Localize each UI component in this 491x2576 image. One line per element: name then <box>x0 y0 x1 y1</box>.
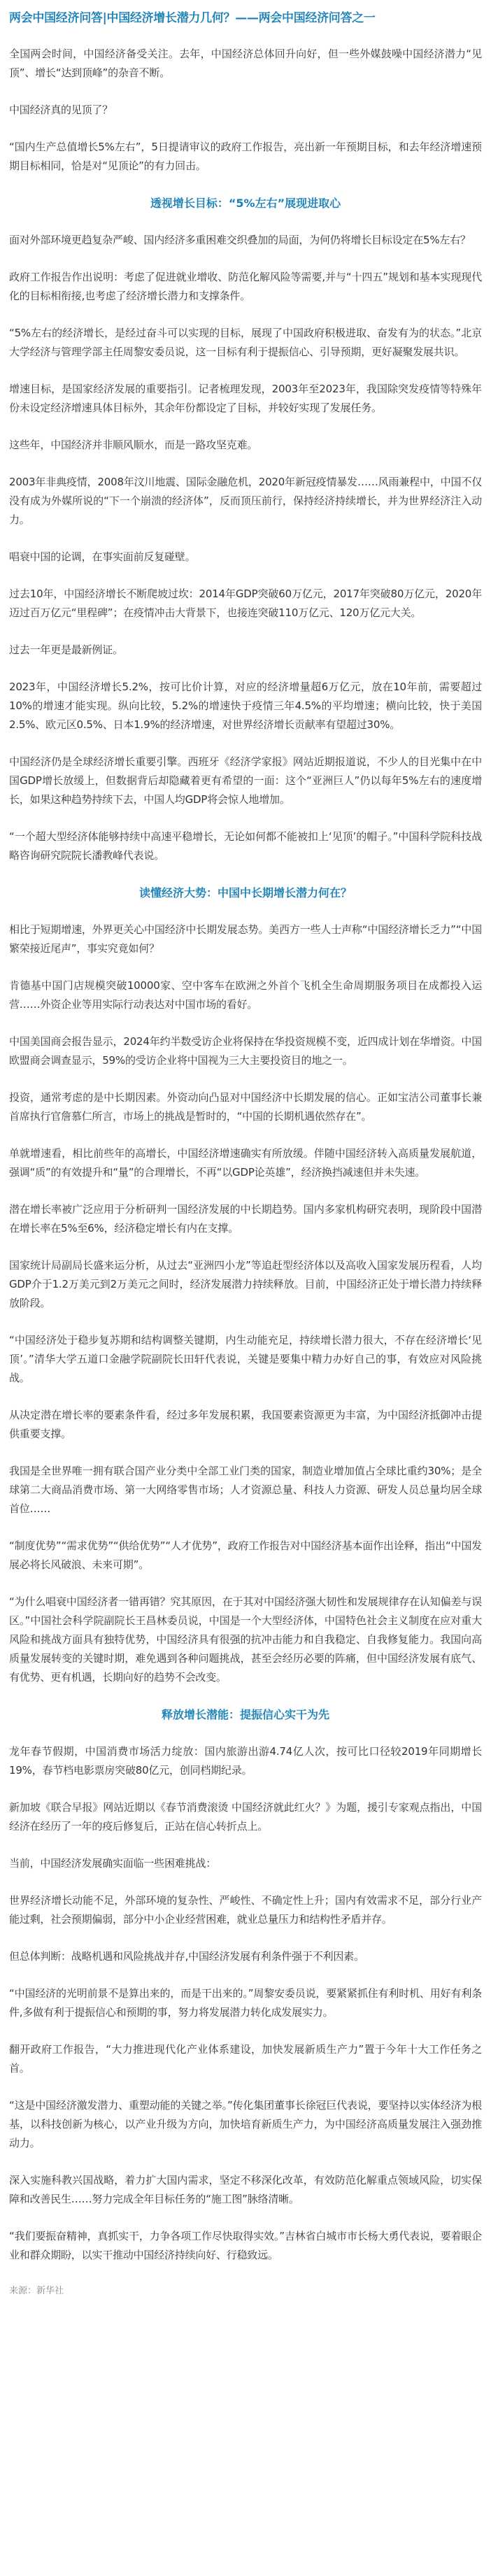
paragraph: “国内生产总值增长5%左右”，5日提请审议的政府工作报告，亮出新一年预期目标，和去年经济增速预期目标相同，恰是对“见顶论”的有力回击。 <box>9 141 482 172</box>
paragraph: 投资，通常考虑的是中长期因素。外资动向凸显对中国经济中长期发展的信心。正如宝洁公司董事长兼首席执行官詹慕仁所言，市场上的挑战是暂时的，“中国的长期机遇依然存在”。 <box>9 1091 482 1123</box>
paragraph: 中国美国商会报告显示，2024年约半数受访企业将保持在华投资规模不变，近四成计划在华增资。中国欧盟商会调查显示，59%的受访企业将中国视为三大主要投资目的地之一。 <box>9 1035 482 1067</box>
paragraph: 这些年，中国经济并非顺风顺水，而是一路攻坚克难。 <box>9 439 258 451</box>
paragraph: “为什么唱衰中国经济者一错再错？究其原因，在于其对中国经济强大韧性和发展规律存在认知偏差与误区。”中国社会科学院副院长王昌林委员说，中国是一个大型经济体，中国特色社会主义制度在应对重大风险和挑战方面具有独特优势，中国经济具有很强的抗冲击能力和自我稳定、自我修复能力。我国向高质量发展转变的关键时期，难免遇到各种问题挑战，甚至会经历必要的阵痛，但中国经济发展有底气、有优势、更有机遇，长期向好的趋势不会改变。 <box>9 1595 482 1684</box>
paragraph: 但总体判断：战略机遇和风险挑战并存,中国经济发展有利条件强于不利因素。 <box>9 1950 364 1963</box>
paragraph: 龙年春节假期，中国消费市场活力绽放：国内旅游出游4.74亿人次，按可比口径较2019年同期增长19%，春节档电影票房突破80亿元，创同档期纪录。 <box>9 1745 482 1777</box>
paragraph: 新加坡《联合早报》网站近期以《春节消费滚烫 中国经济就此红火？》为题，援引专家观点指出，中国经济在经历了一年的疫后修复后，正站在信心转折点上。 <box>9 1801 482 1833</box>
paragraph: “制度优势”“需求优势”“供给优势”“人才优势”，政府工作报告对中国经济基本面作出诠释，指出“中国发展必将长风破浪、未来可期”。 <box>9 1539 482 1571</box>
paragraph: 翻开政府工作报告，“大力推进现代化产业体系建设，加快发展新质生产力”置于今年十大工作任务之首。 <box>9 2043 482 2075</box>
paragraph: 世界经济增长动能不足，外部环境的复杂性、严峻性、不确定性上升；国内有效需求不足，部分行业产能过剩，社会预期偏弱，部分中小企业经营困难，就业总量压力和结构性矛盾并存。 <box>9 1894 482 1926</box>
section-heading: 读懂经济大势：中国中长期增长潜力何在？ <box>138 886 352 899</box>
paragraph: 2003年非典疫情，2008年汶川地震、国际金融危机，2020年新冠疫情暴发……风雨兼程中，中国不仅没有成为外媒所说的“下一个崩溃的经济体”，反而顶压前行，保持经济持续增长，并为世界经济注入动力。 <box>9 476 482 526</box>
paragraph: 过去10年，中国经济增长不断爬坡过坎：2014年GDP突破60万亿元，2017年突破80万亿元，2020年迈过百万亿元“里程碑”；在疫情冲击大背景下，也接连突破110万亿元、120万亿元大关。 <box>9 588 482 619</box>
paragraph: 单就增速看，相比前些年的高增长，中国经济增速确实有所放缓。伴随中国经济转入高质量发展航道，强调“质”的有效提升和“量”的合理增长，不再“以GDP论英雄”，经济换挡减速但并未失速。 <box>9 1147 482 1179</box>
section-heading: 透视增长目标：“5%左右”展现进取心 <box>150 197 341 210</box>
paragraph: “一个超大型经济体能够持续中高速平稳增长，无论如何都不能被扣上‘见顶’的帽子。”中国科学院科技战略咨询研究院院长潘教峰代表说。 <box>9 830 482 862</box>
paragraph: 我国是全世界唯一拥有联合国产业分类中全部工业门类的国家，制造业增加值占全球比重约30%；是全球第二大商品消费市场、第一大网络零售市场；人才资源总量、科技人力资源、研发人员总量均居全球首位…… <box>9 1465 482 1515</box>
article-title: 两会中国经济问答|中国经济增长潜力几何？——两会中国经济问答之一 <box>9 11 376 25</box>
paragraph: “5%左右的经济增长，是经过奋斗可以实现的目标，展现了中国政府积极进取、奋发有为的状态。”北京大学经济与管理学部主任周黎安委员说，这一目标有利于提振信心、引导预期，更好凝聚发展共识。 <box>9 327 482 358</box>
paragraph: 2023年，中国经济增长5.2%，按可比价计算，对应的经济增量超6万亿元，放在10年前，需要超过10%的增速才能实现。纵向比较，5.2%的增速快于疫情三年4.5%的平均增速；横向比较，快于美国2.5%、欧元区0.5%、日本1.9%的经济增速，对世界经济增长贡献率有望超过30%。 <box>9 681 482 731</box>
paragraph: 面对外部环境更趋复杂严峻、国内经济多重困难交织叠加的局面，为何仍将增长目标设定在5%左右？ <box>9 234 471 246</box>
paragraph: 潜在增长率被广泛应用于分析研判一国经济发展的中长期趋势。国内多家机构研究表明，现阶段中国潜在增长率在5%至6%，经济稳定增长有内在支撑。 <box>9 1203 482 1234</box>
paragraph: 政府工作报告作出说明：考虑了促进就业增收、防范化解风险等需要,并与“十四五”规划和基本实现现代化的目标相衔接,也考虑了经济增长潜力和支撑条件。 <box>9 271 482 302</box>
paragraph: “中国经济处于稳步复苏期和结构调整关键期，内生动能充足，持续增长潜力很大，不存在经济增长‘见顶’。”清华大学五道口金融学院副院长田轩代表说，关键是要集中精力办好自己的事，有效应对风险挑战。 <box>9 1334 482 1384</box>
paragraph: 肯德基中国门店规模突破10000家、空中客车在欧洲之外首个飞机全生命周期服务项目在成都投入运营……外资企业等用实际行动表达对中国市场的看好。 <box>9 979 482 1011</box>
paragraph: 当前，中国经济发展确实面临一些困难挑战： <box>9 1857 217 1870</box>
paragraph: 唱衰中国的论调，在事实面前反复碰壁。 <box>9 550 196 563</box>
paragraph: “我们要振奋精神，真抓实干，力争各项工作尽快取得实效。”吉林省白城市市长杨大勇代表说，要着眼企业和群众期盼，以实干推动中国经济持续向好、行稳致远。 <box>9 2230 482 2261</box>
paragraph: 相比于短期增速，外界更关心中国经济中长期发展态势。美西方一些人士声称“中国经济增长乏力”“中国繁荣接近尾声”，事实究竟如何？ <box>9 923 482 955</box>
paragraph: 中国经济仍是全球经济增长重要引擎。西班牙《经济学家报》网站近期报道说，不少人的目光集中在中国GDP增长放缓上，但数据背后却隐藏着更有希望的一面：这个“亚洲巨人”仍以每年5%左右的速度增长，如果这种趋势持续下去，中国人均GDP将会惊人地增加。 <box>9 755 482 806</box>
paragraph: 全国两会时间，中国经济备受关注。去年，中国经济总体回升向好，但一些外媒鼓噪中国经济潜力“见顶”、增长“达到顶峰”的杂音不断。 <box>9 48 482 79</box>
paragraph: 过去一年更是最新例证。 <box>9 643 123 656</box>
article-source: 来源：新华社 <box>9 2286 64 2296</box>
paragraph: 国家统计局副局长盛来运分析，从过去“亚洲四小龙”等追赶型经济体以及高收入国家发展历程看，人均GDP介于1.2万美元到2万美元之间时，经济发展潜力持续释放。目前，中国经济正处于增长潜力持续释放阶段。 <box>9 1259 482 1309</box>
paragraph: 从决定潜在增长率的要素条件看，经过多年发展积累，我国要素资源更为丰富，为中国经济抵御冲击提供重要支撑。 <box>9 1409 482 1440</box>
article-body <box>9 45 482 2265</box>
paragraph: 深入实施科教兴国战略，着力扩大国内需求，坚定不移深化改革，有效防范化解重点领域风险，切实保障和改善民生……努力完成全年目标任务的“施工图”脉络清晰。 <box>9 2174 482 2205</box>
paragraph: “中国经济的光明前景不是算出来的，而是干出来的。”周黎安委员说，要紧紧抓住有利时机、用好有利条件,多做有利于提振信心和预期的事，努力将发展潜力转化成发展实力。 <box>9 1987 482 2019</box>
paragraph: 增速目标，是国家经济发展的重要指引。记者梳理发现，2003年至2023年，我国除突发疫情等特殊年份未设定经济增速具体目标外，其余年份都设定了目标，并较好实现了发展任务。 <box>9 383 482 414</box>
section-heading: 释放增长潜能：提振信心实干为先 <box>161 1708 329 1721</box>
paragraph: 中国经济真的见顶了？ <box>9 104 113 116</box>
paragraph: “这是中国经济激发潜力、重塑动能的关键之举。”传化集团董事长徐冠巨代表说，要坚持以实体经济为根基，以科技创新为核心，以产业升级为方向，加快培育新质生产力，为中国经济高质量发展注入强劲推动力。 <box>9 2099 482 2149</box>
